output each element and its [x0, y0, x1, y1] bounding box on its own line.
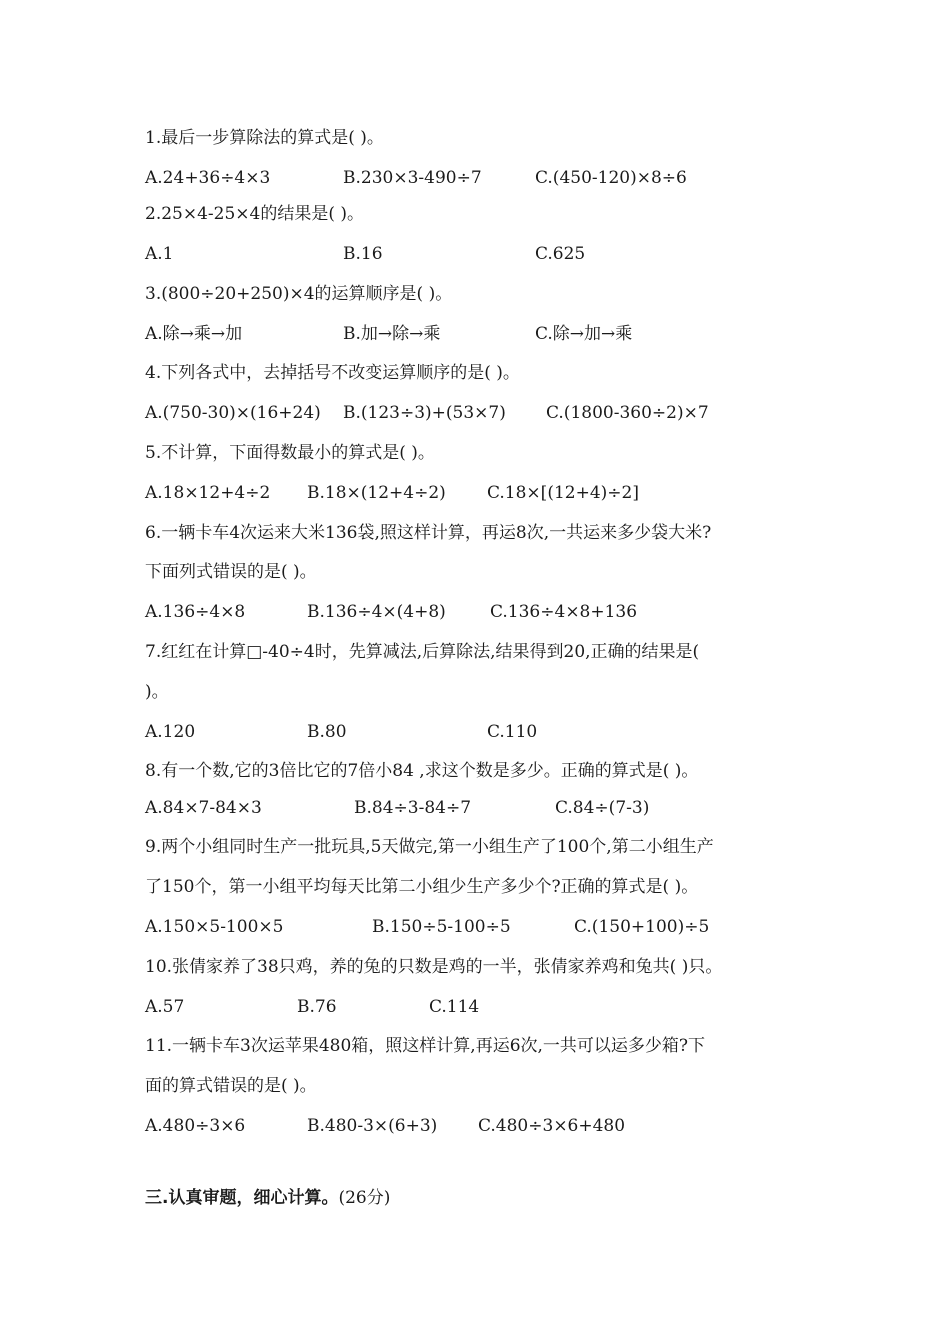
section-3-title: 三.认真审题，细心计算。	[145, 1188, 339, 1208]
question-9-option-c[interactable]: C.(150+100)÷5	[574, 917, 710, 937]
question-11-stem-line-1: 11.一辆卡车3次运苹果480箱，照这样计算,再运6次,一共可以运多少箱?下	[145, 1036, 706, 1056]
question-10-option-a[interactable]: A.57	[145, 997, 185, 1017]
question-6-option-a[interactable]: A.136÷4×8	[145, 602, 246, 622]
question-1-stem: 1.最后一步算除法的算式是( )。	[145, 128, 384, 148]
section-3-points: (26分)	[338, 1188, 391, 1208]
question-8-option-c[interactable]: C.84÷(7-3)	[555, 798, 650, 818]
question-11-stem-line-2: 面的算式错误的是( )。	[145, 1076, 317, 1096]
section-3-heading	[145, 1186, 390, 1210]
question-11-option-b[interactable]: B.480-3×(6+3)	[307, 1116, 438, 1136]
question-9-option-a[interactable]: A.150×5-100×5	[145, 917, 284, 937]
question-3-option-a[interactable]: A.除→乘→加	[145, 324, 243, 344]
question-2-option-a[interactable]: A.1	[145, 244, 174, 264]
question-8-option-b[interactable]: B.84÷3-84÷7	[354, 798, 472, 818]
question-6-stem-line-1: 6.一辆卡车4次运来大米136袋,照这样计算，再运8次,一共运来多少袋大米?	[145, 523, 712, 543]
question-2-option-c[interactable]: C.625	[535, 244, 586, 264]
question-7-stem-line-1: 7.红红在计算□-40÷4时，先算减法,后算除法,结果得到20,正确的结果是(	[145, 642, 700, 662]
question-10-option-c[interactable]: C.114	[429, 997, 480, 1017]
question-7-stem-line-2: )。	[145, 682, 169, 702]
question-11-option-a[interactable]: A.480÷3×6	[145, 1116, 246, 1136]
question-11-option-c[interactable]: C.480÷3×6+480	[478, 1116, 626, 1136]
question-1-option-b[interactable]: B.230×3-490÷7	[343, 168, 482, 188]
question-4-option-b[interactable]: B.(123÷3)+(53×7)	[343, 403, 506, 423]
question-1-option-a[interactable]: A.24+36÷4×3	[145, 168, 271, 188]
question-6-option-b[interactable]: B.136÷4×(4+8)	[307, 602, 446, 622]
question-3-option-c[interactable]: C.除→加→乘	[535, 324, 633, 344]
question-7-option-c[interactable]: C.110	[487, 722, 538, 742]
question-2-option-b[interactable]: B.16	[343, 244, 383, 264]
question-3-option-b[interactable]: B.加→除→乘	[343, 324, 441, 344]
question-4-option-a[interactable]: A.(750-30)×(16+24)	[145, 403, 321, 423]
question-9-stem-line-1: 9.两个小组同时生产一批玩具,5天做完,第一小组生产了100个,第二小组生产	[145, 837, 714, 857]
question-1-option-c[interactable]: C.(450-120)×8÷6	[535, 168, 687, 188]
question-9-option-b[interactable]: B.150÷5-100÷5	[372, 917, 511, 937]
question-6-stem-line-2: 下面列式错误的是( )。	[145, 562, 317, 582]
question-5-option-a[interactable]: A.18×12+4÷2	[145, 483, 271, 503]
question-4-option-c[interactable]: C.(1800-360÷2)×7	[546, 403, 709, 423]
question-4-stem: 4.下列各式中，去掉括号不改变运算顺序的是( )。	[145, 363, 520, 383]
question-3-stem: 3.(800÷20+250)×4的运算顺序是( )。	[145, 284, 453, 304]
question-9-stem-line-2: 了150个，第一小组平均每天比第二小组少生产多少个?正确的算式是( )。	[145, 877, 699, 897]
question-7-option-a[interactable]: A.120	[145, 722, 196, 742]
question-8-option-a[interactable]: A.84×7-84×3	[145, 798, 262, 818]
question-7-option-b[interactable]: B.80	[307, 722, 347, 742]
question-2-stem: 2.25×4-25×4的结果是( )。	[145, 204, 365, 224]
question-8-stem: 8.有一个数,它的3倍比它的7倍小84 ,求这个数是多少。正确的算式是( )。	[145, 761, 699, 781]
question-5-stem: 5.不计算，下面得数最小的算式是( )。	[145, 443, 435, 463]
question-6-option-c[interactable]: C.136÷4×8+136	[490, 602, 638, 622]
question-10-option-b[interactable]: B.76	[297, 997, 337, 1017]
question-10-stem: 10.张倩家养了38只鸡，养的兔的只数是鸡的一半，张倩家养鸡和兔共( )只。	[145, 957, 723, 977]
question-5-option-b[interactable]: B.18×(12+4÷2)	[307, 483, 446, 503]
question-5-option-c[interactable]: C.18×[(12+4)÷2]	[487, 483, 639, 503]
